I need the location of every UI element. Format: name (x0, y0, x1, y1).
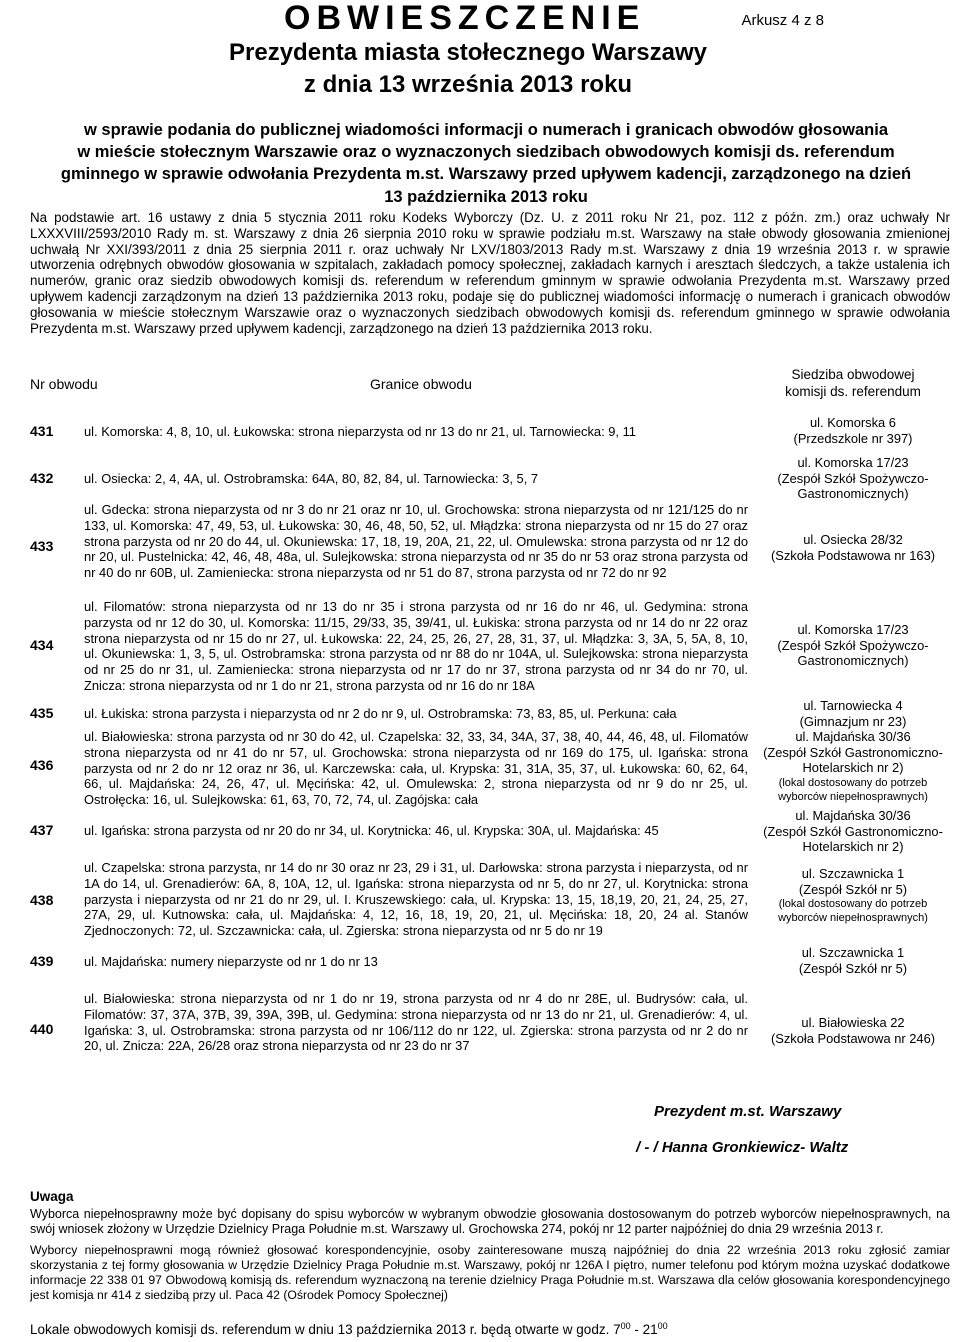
row-435-nr: 435 (30, 705, 54, 721)
row-439-nr: 439 (30, 953, 54, 969)
row-438-siedziba: ul. Szczawnicka 1 (Zespół Szkół nr 5) (lokal dostosowany do potrzeb wyborców niepełnosprawnych) (778, 866, 928, 925)
note-paragraph-2: Wyborcy niepełnosprawni mogą również głosować korespondencyjnie, osoby zainteresowane muszą najpóźniej do dnia 22 września 2013 roku zgłosić zamiar skorzystania z tej formy głosowania w Urzędzie Dzielnicy Praga Południe m.st. Warszawy, pokój nr 126A I piętro, numer telefonu pod którym można uzyskać dodatkowe informacje 22 338 01 97 Obwodową komisją ds. referendum wyznaczoną na terenie dzielnicy Praga Południe m.st. Warszawa dla celów głosowania korespondencyjnego jest komisja nr 414 z siedzibą przy ul. Paca 42 (Ośrodek Pomocy Społecznej) (30, 1243, 950, 1302)
row-440-granice: ul. Białowieska: strona nieparzysta od nr 1 do nr 19, strona parzysta od nr 4 do nr 28E, ul. Budrysów: cała, ul. Filomatów: 37, 37A, 37B, 39, 39A, 39B, ul. Gedymina: strona nieparzysta od nr 13 do nr 21, ul. Grenadierów: 4, ul. Igańska: 3, ul. Ostrobramska: strona parzysta od nr 106/112 do nr 122, ul. Zgierska: strona parzysta od nr 2 do nr 20, ul. Znicza: 22A, 26/28 oraz strona nieparzysta od nr 23 do nr 37 (84, 991, 748, 1054)
row-439-granice: ul. Majdańska: numery nieparzyste od nr 1 do nr 13 (84, 954, 378, 969)
row-434-siedziba: ul. Komorska 17/23 (Zespół Szkół Spożywczo- Gastronomicznych) (777, 622, 929, 669)
note-paragraph-1: Wyborca niepełnosprawny może być dopisany do spisu wyborców w wybranym obwodzie głosowania dostosowanym do potrzeb wyborców niepełnosprawnych, na swój wniosek złożony w Urzędzie Dzielnicy Praga Południe m.st. Warszawy ul. Grochowska 274, pokój nr 12 parter najpóźniej do dnia 29 września 2013 r. (30, 1207, 950, 1236)
document-title: OBWIESZCZENIE (284, 0, 646, 37)
heading-line-2: w mieście stołecznym Warszawie oraz o wyznaczonych siedzibach obwodowych komisji ds. referendum (77, 143, 895, 161)
row-436-granice: ul. Białowieska: strona parzysta od nr 30 do 42, ul. Czapelska: 32, 33, 34, 34A, 37, 38, 40, 44, 46, 48, ul. Filomatów strona nieparzysta od nr 41 do nr 57, ul. Grochowska: strona nieparzysta od nr 169 do 175, ul. Igańska: strona parzysta od nr 2 do nr 12 oraz nr 36, ul. Karczewska: cała, ul. Krypska: 31, 31A, 35, 37, ul. Łukowska: 60, 62, 64, 66, ul. Majdańska: 24, 26, 47, ul. Męcińska: 42, ul. Omulewska: 2, strona nieparzysta od nr 9 do nr 25, ul. Ostrołęcka: 16, ul. Sulejkowska: 61, 63, 70, 72, 74, ul. Zagójska: cała (84, 729, 748, 808)
col-header-nr: Nr obwodu (30, 376, 98, 392)
row-431-nr: 431 (30, 423, 54, 439)
row-438-granice: ul. Czapelska: strona parzysta, nr 14 do nr 30 oraz nr 23, 29 i 31, ul. Darłowska: strona parzysta i nieparzysta, od nr 1A do 14, ul. Grenadierów: 6A, 8, 10A, 12, ul. Igańska: strona nieparzysta od nr 5, do nr 27, ul. Korytnicka: strona parzysta i nieparzysta od nr 21 do nr 29, ul. I. Kruszewskiego: cała, ul. Krypska: 13, 15, 18,19, 20, 21, 24, 25, 27, 27A, 29, ul. Kutnowska: cała, ul. Majdańska: 4, 12, 16, 18, 19, 20, 21, ul. Męcińska: 18, 20, 24 al. Stanów Zjednoczonych: 72, ul. Szczawnicka: cała, ul. Zgierska: strona nieparzysta od nr 5 do nr 19 (84, 860, 748, 939)
footer-opening-hours: Lokale obwodowych komisji ds. referendum w dniu 13 października 2013 r. będą otwarte w godz. $7^{00} - 21^{00}$ (30, 1321, 668, 1337)
row-438-nr: 438 (30, 892, 54, 908)
document-subtitle: Prezydenta miasta stołecznego Warszawy (229, 39, 707, 66)
row-437-nr: 437 (30, 822, 54, 838)
row-433-granice: ul. Gdecka: strona nieparzysta od nr 3 do nr 21 oraz nr 10, ul. Grochowska: strona nieparzysta od nr 121/125 do nr 133, ul. Komorska: 47, 49, 53, ul. Łukowska: 30, 46, 48, 50, 52, ul. Młądzka: strona nieparzysta od nr 15 do 27 oraz strona parzysta od nr 20 do 44, ul. Okuniewska: 17, 18, 19, 20A, 21, 22, ul. Omulewska: strona parzysta od nr 12 do nr 20, ul. Pustelnicka: 42, 46, 48, 48a, ul. Sulejkowska: strona nieparzysta od nr 35 do nr 53 oraz strona parzysta od nr 40 do nr 60B, ul. Zamieniecka: strona nieparzysta od nr 51 do 87, strona parzysta od nr 72 do nr 92 (84, 502, 748, 581)
row-432-granice: ul. Osiecka: 2, 4, 4A, ul. Ostrobramska: 64A, 80, 82, 84, ul. Tarnowiecka: 3, 5, 7 (84, 471, 539, 486)
sheet-number: Arkusz 4 z 8 (741, 12, 824, 29)
signature-role: Prezydent m.st. Warszawy (654, 1103, 842, 1120)
signature-name: / - / Hanna Gronkiewicz- Waltz (636, 1139, 849, 1156)
intro-paragraph: Na podstawie art. 16 ustawy z dnia 5 stycznia 2011 roku Kodeks Wyborczy (Dz. U. z 2011 roku Nr 21, poz. 112 z późn. zm.) oraz uchwały Nr LXXXVIII/2593/2010 Rady m. st. Warszawy z dnia 26 sierpnia 2010 roku w sprawie podziału m.st. Warszawy na stałe obwody głosowania zmienionej uchwałą Nr XXI/393/2011 z dnia 25 sierpnia 2011 r. oraz uchwały Nr LXV/1803/2013 Rady m.st. Warszawy z dnia 19 września 2013 r. w sprawie utworzenia odrębnych obwodów głosowania w szpitalach, zakładach pomocy społecznej, zakładach karnych i aresztach śledczych, a także ustalenia ich numerów, granic oraz siedzib obwodowych komisji ds. referendum w referendum gminnym w sprawie odwołania Prezydenta m.st. Warszawy przed upływem kadencji zarządzonym na dzień 13 października 2013 roku, podaje się do publicznej wiadomości informację o numerach i granicach obwodów głosowania w mieście stołecznym Warszawie oraz o wyznaczonych siedzibach obwodowych komisji ds. referendum gminnego w sprawie odwołania Prezydenta m.st. Warszawy przed upływem kadencji, zarządzonego na dzień 13 października 2013 roku. (30, 210, 950, 336)
row-432-siedziba: ul. Komorska 17/23 (Zespół Szkół Spożywczo- Gastronomicznych) (777, 455, 929, 502)
row-437-siedziba: ul. Majdańska 30/36 (Zespół Szkół Gastronomiczno- Hotelarskich nr 2) (763, 808, 943, 855)
row-432-nr: 432 (30, 470, 54, 486)
row-439-siedziba: ul. Szczawnicka 1 (Zespół Szkół nr 5) (798, 945, 908, 976)
row-436-nr: 436 (30, 757, 54, 773)
row-436-siedziba: ul. Majdańska 30/36 (Zespół Szkół Gastronomiczno- Hotelarskich nr 2) (lokal dostosowany do potrzeb wyborców niepełnosprawnych) (763, 729, 943, 803)
row-433-nr: 433 (30, 538, 54, 554)
row-437-granice: ul. Igańska: strona parzysta od nr 20 do nr 34, ul. Korytnicka: 46, ul. Krypska: 30A, ul. Majdańska: 45 (84, 823, 659, 838)
document-date: z dnia 13 września 2013 roku (303, 71, 633, 98)
heading-line-3: gminnego w sprawie odwołania Prezydenta m.st. Warszawy przed upływem kadencji, zarządzonego na dzień (60, 165, 912, 183)
row-435-granice: ul. Łukiska: strona parzysta i nieparzysta od nr 2 do nr 9, ul. Ostrobramska: 73, 83, 85, ul. Perkuna: cała (84, 706, 677, 721)
row-440-nr: 440 (30, 1021, 54, 1037)
row-431-siedziba: ul. Komorska 6 (Przedszkole nr 397) (793, 415, 913, 446)
row-431-granice: ul. Komorska: 4, 8, 10, ul. Łukowska: strona nieparzysta od nr 13 do nr 21, ul. Tarnowiecka: 9, 11 (84, 424, 636, 439)
row-434-granice: ul. Filomatów: strona nieparzysta od nr 13 do nr 35 i strona parzysta od nr 16 do nr 46, ul. Gedymina: strona parzysta od nr 12 do 30, ul. Komorska: 11/15, 29/33, 35, 39/41, ul. Łukiska: strona parzysta od nr 14 do nr 22 oraz strona nieparzysta od nr 15 do nr 27, ul. Łukowska: 22, 24, 25, 26, 27, 28, 31, 37, ul. Młądzka: 3, 3A, 5, 5A, 8, 10, ul. Okuniewska: 1, 3, 5, ul. Ostrobramska: strona parzysta od nr 88 do nr 104A, ul. Sulejkowska: strona nieparzysta od nr 25 do nr 31, ul. Zamieniecka: strona nieparzysta od nr 17 do nr 37, strona parzysta od nr 34 do nr 70, ul. Znicza: strona nieparzysta od nr 1 do nr 21, strona parzysta od nr 16 do nr 18A (84, 599, 748, 693)
row-434-nr: 434 (30, 637, 54, 653)
note-title: Uwaga (30, 1189, 74, 1204)
col-header-siedziba: Siedziba obwodowej komisji ds. referendum (785, 367, 921, 399)
row-433-siedziba: ul. Osiecka 28/32 (Szkoła Podstawowa nr 163) (770, 532, 936, 563)
heading-line-1: w sprawie podania do publicznej wiadomości informacji o numerach i granicach obwodów głosowania (83, 121, 889, 139)
row-440-siedziba: ul. Białowieska 22 (Szkoła Podstawowa nr 246) (770, 1015, 936, 1046)
heading-line-4: 13 października 2013 roku (384, 188, 588, 206)
row-435-siedziba: ul. Tarnowiecka 4 (Gimnazjum nr 23) (799, 698, 907, 729)
col-header-granice: Granice obwodu (370, 376, 472, 392)
